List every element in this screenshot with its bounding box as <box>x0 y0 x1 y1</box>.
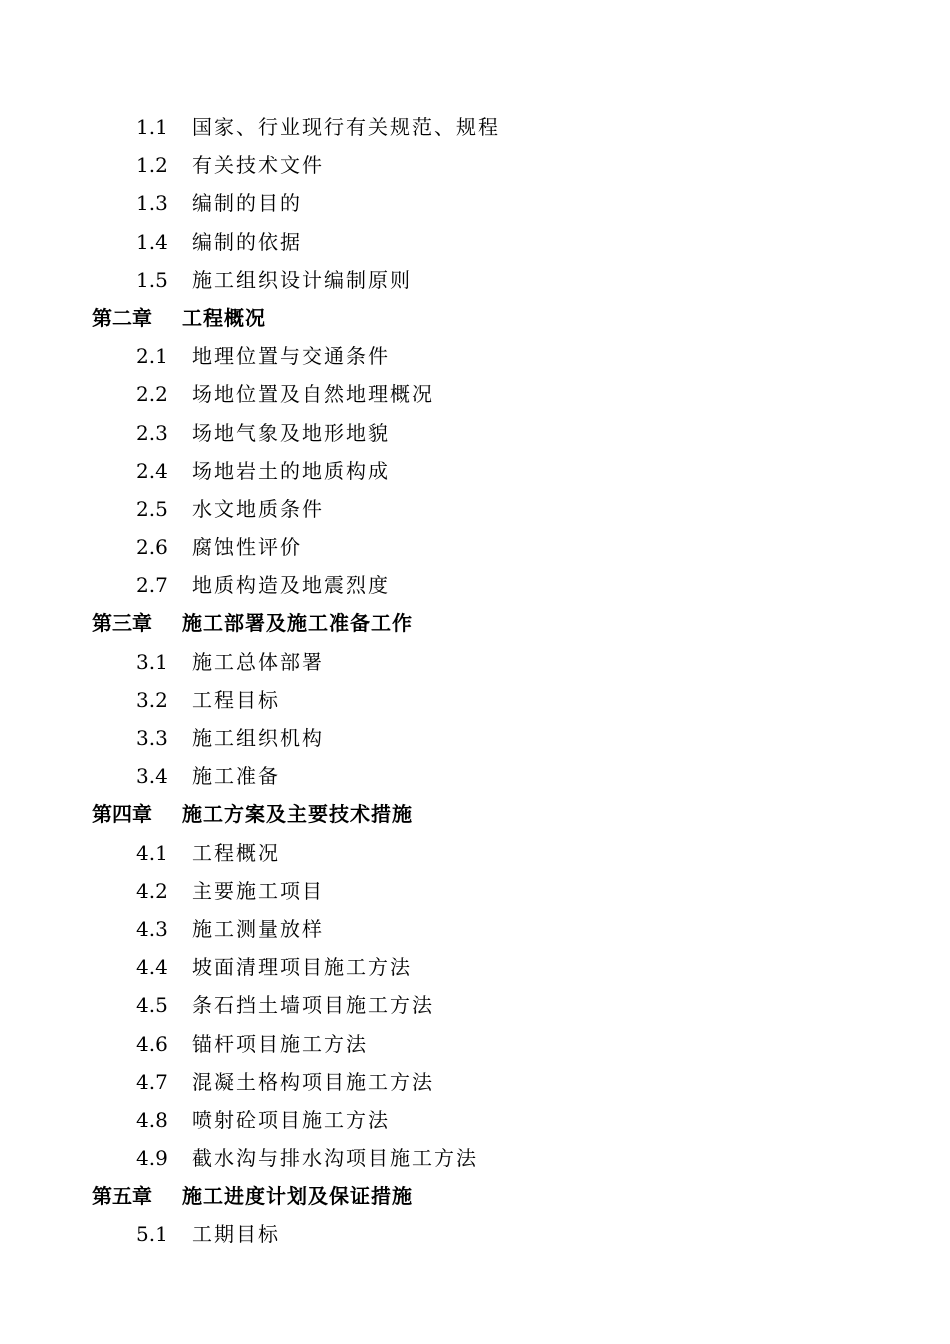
toc-entry-title: 坡面清理项目施工方法 <box>192 955 412 980</box>
toc-entry-title: 施工总体部署 <box>192 649 324 674</box>
toc-entry-1-5 <box>0 261 950 299</box>
toc-entry-title: 施工测量放样 <box>192 916 324 941</box>
toc-chapter-title: 工程概况 <box>182 305 266 330</box>
toc-entry-number: 2.2 <box>136 382 168 407</box>
toc-entry-title: 场地位置及自然地理概况 <box>192 382 434 407</box>
toc-entry-title: 喷射砼项目施工方法 <box>192 1107 390 1132</box>
toc-chapter-3 <box>0 604 950 642</box>
toc-entry-2-3 <box>0 414 950 452</box>
toc-entry-4-4 <box>0 948 950 986</box>
toc-entry-2-7 <box>0 566 950 604</box>
toc-chapter-number: 第二章 <box>92 305 152 330</box>
toc-entry-title: 场地岩土的地质构成 <box>192 458 390 483</box>
toc-entry-title: 场地气象及地形地貌 <box>192 420 390 445</box>
toc-entry-number: 4.3 <box>136 916 168 941</box>
toc-entry-4-6 <box>0 1025 950 1063</box>
toc-entry-4-7 <box>0 1063 950 1101</box>
toc-entry-number: 4.5 <box>136 993 168 1018</box>
toc-entry-title: 工期目标 <box>192 1222 280 1247</box>
toc-chapter-number: 第四章 <box>92 802 152 827</box>
toc-entry-4-9 <box>0 1139 950 1177</box>
toc-entry-title: 条石挡土墙项目施工方法 <box>192 993 434 1018</box>
toc-entry-number: 4.8 <box>136 1107 168 1132</box>
toc-entry-number: 1.1 <box>136 115 168 139</box>
toc-entry-number: 2.4 <box>136 458 168 483</box>
toc-entry-title: 编制的依据 <box>192 229 302 254</box>
toc-entry-title: 工程概况 <box>192 840 280 865</box>
toc-entry-3-1 <box>0 643 950 681</box>
toc-entry-number: 2.6 <box>136 535 168 560</box>
toc-chapter-number: 第三章 <box>92 611 152 636</box>
toc-chapter-number: 第五章 <box>92 1184 152 1209</box>
toc-chapter-title: 施工进度计划及保证措施 <box>182 1184 413 1209</box>
toc-entry-number: 1.5 <box>136 267 168 292</box>
toc-entry-title: 地质构造及地震烈度 <box>192 573 390 598</box>
toc-entry-title: 地理位置与交通条件 <box>192 344 390 369</box>
toc-entry-2-2 <box>0 375 950 413</box>
toc-chapter-title: 施工方案及主要技术措施 <box>182 802 413 827</box>
toc-entry-number: 2.1 <box>136 344 168 369</box>
toc-chapter-5 <box>0 1177 950 1215</box>
toc-entry-number: 2.3 <box>136 420 168 445</box>
toc-entry-title: 施工组织设计编制原则 <box>192 267 412 292</box>
toc-entry-number: 1.2 <box>136 153 168 178</box>
toc-entry-3-4 <box>0 757 950 795</box>
toc-entry-title: 国家、行业现行有关规范、规程 <box>192 115 500 139</box>
toc-entry-3-3 <box>0 719 950 757</box>
toc-entry-title: 主要施工项目 <box>192 878 324 903</box>
toc-entry-2-5 <box>0 490 950 528</box>
toc-entry-number: 3.3 <box>136 726 168 750</box>
toc-entry-title: 水文地质条件 <box>192 496 324 521</box>
toc-entry-title: 锚杆项目施工方法 <box>192 1031 368 1056</box>
toc-entry-4-8 <box>0 1101 950 1139</box>
toc-entry-5-1 <box>0 1215 950 1253</box>
toc-entry-title: 工程目标 <box>192 687 280 712</box>
toc-entry-number: 4.4 <box>136 955 168 980</box>
toc-entry-2-6 <box>0 528 950 566</box>
table-of-contents <box>0 108 950 1254</box>
toc-entry-4-2 <box>0 872 950 910</box>
toc-entry-1-3 <box>0 184 950 222</box>
toc-entry-2-4 <box>0 452 950 490</box>
toc-entry-number: 1.4 <box>136 229 168 254</box>
toc-entry-number: 4.9 <box>136 1146 168 1171</box>
toc-entry-4-1 <box>0 834 950 872</box>
toc-chapter-2 <box>0 299 950 337</box>
toc-entry-number: 4.2 <box>136 878 168 903</box>
toc-entry-title: 腐蚀性评价 <box>192 535 302 560</box>
toc-entry-1-1 <box>0 108 950 146</box>
toc-entry-number: 3.2 <box>136 687 168 712</box>
toc-entry-1-2 <box>0 146 950 184</box>
toc-entry-number: 4.6 <box>136 1031 168 1056</box>
toc-entry-title: 有关技术文件 <box>192 153 324 178</box>
toc-entry-number: 3.1 <box>136 649 168 674</box>
toc-entry-title: 施工组织机构 <box>192 726 324 750</box>
toc-entry-number: 3.4 <box>136 764 168 789</box>
toc-entry-number: 2.5 <box>136 496 168 521</box>
toc-chapter-title: 施工部署及施工准备工作 <box>182 611 413 636</box>
toc-entry-number: 1.3 <box>136 191 168 216</box>
toc-chapter-4 <box>0 795 950 833</box>
toc-entry-number: 4.7 <box>136 1069 168 1094</box>
toc-entry-title: 截水沟与排水沟项目施工方法 <box>192 1146 478 1171</box>
toc-entry-4-5 <box>0 986 950 1024</box>
toc-entry-3-2 <box>0 681 950 719</box>
toc-entry-number: 4.1 <box>136 840 168 865</box>
toc-entry-title: 混凝土格构项目施工方法 <box>192 1069 434 1094</box>
toc-entry-number: 5.1 <box>136 1222 168 1247</box>
toc-entry-number: 2.7 <box>136 573 168 598</box>
toc-entry-title: 编制的目的 <box>192 191 302 216</box>
toc-entry-1-4 <box>0 223 950 261</box>
toc-entry-2-1 <box>0 337 950 375</box>
toc-entry-4-3 <box>0 910 950 948</box>
toc-entry-title: 施工准备 <box>192 764 280 789</box>
